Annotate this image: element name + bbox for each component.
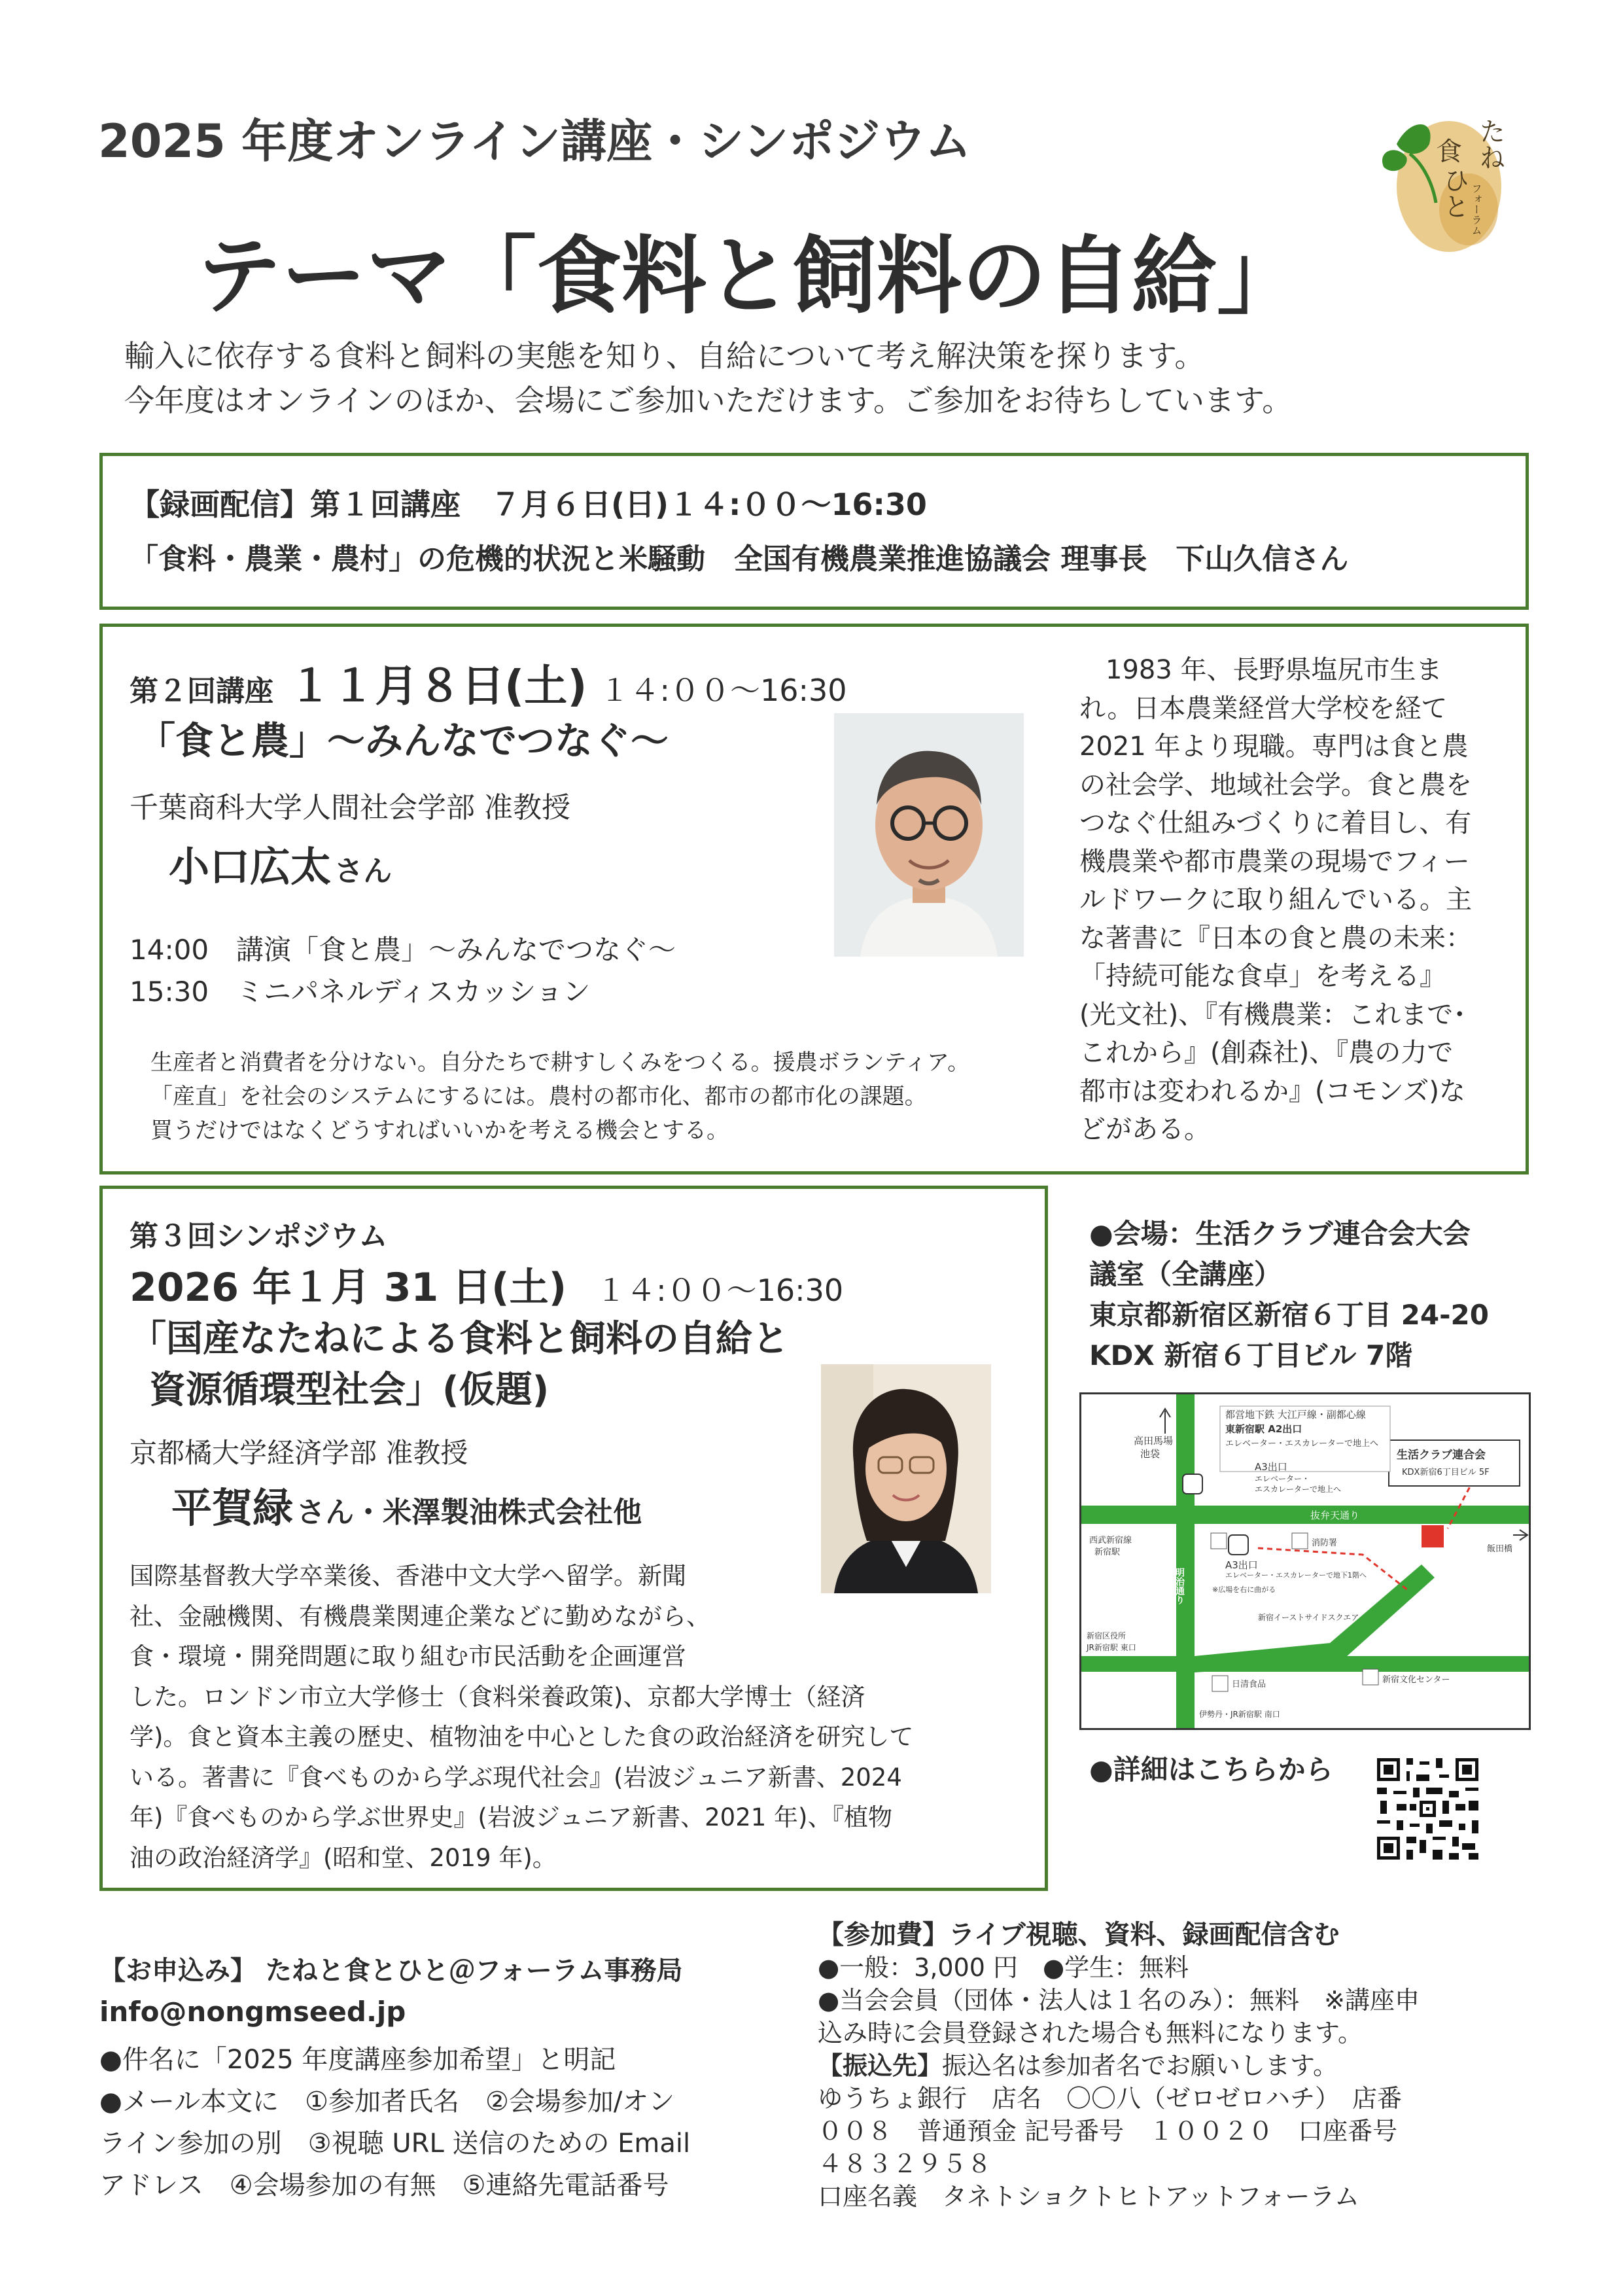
summary-line: 「産直」を社会のシステムにするには。農村の都市化、都市の都市化の課題。 <box>150 1084 927 1110</box>
map-label: 新宿駅 <box>1094 1547 1121 1557</box>
map-label: 都営地下鉄 大江戸線・副都心線 <box>1225 1409 1366 1421</box>
lecture3-bio <box>130 1556 913 1878</box>
bio-line: した。ロンドン市立大学修士（食料栄養政策)、京都大学博士（経済 <box>130 1682 865 1711</box>
event-subtitle: 2025 年度オンライン講座・シンポジウム <box>98 115 971 168</box>
application-instructions <box>99 2039 690 2206</box>
fees-details <box>818 1951 1420 2213</box>
lecture2-affiliation: 千葉商科大学人間社会学部 准教授 <box>130 791 570 824</box>
venue-heading: ●会場：生活クラブ連合会大会 <box>1089 1218 1471 1250</box>
venue-address: 東京都新宿区新宿６丁目 24-20 <box>1089 1299 1489 1331</box>
speaker-name: 小口広太 <box>169 843 332 891</box>
bio-line: 機農業や都市農業の現場でフィー <box>1079 846 1470 877</box>
bio-line: 2021 年より現職。専門は食と農 <box>1079 732 1469 762</box>
bio-line: 年)『食べものから学ぶ世界史』(岩波ジュニア新書、2021 年)、『植物 <box>130 1803 892 1831</box>
bio-line: (光文社)、『有機農業：これまで･ <box>1079 999 1467 1030</box>
instruction-line: ●メール本文に ①参加者氏名 ②会場参加/オン <box>99 2087 675 2117</box>
map-label: A3出口 <box>1225 1559 1258 1571</box>
transfer-line: 口座名義 タネトショクトヒトアットフォーラム <box>818 2182 1360 2211</box>
bio-line: の社会学、地域社会学。食と農を <box>1079 769 1472 800</box>
venue-info <box>1089 1214 1489 1376</box>
map-label: エレベーター・ <box>1255 1474 1310 1483</box>
bio-line: 都市は変われるか』(コモンズ)な <box>1079 1076 1466 1106</box>
bio-line: な著書に『日本の食と農の未来： <box>1079 923 1472 953</box>
lecture1-topic: 「食料・農業・農村」の危機的状況と米騒動 全国有機農業推進協議会 理事長 下山久信さん <box>130 542 1349 576</box>
lecture3-date: 2026 年１月 31 日(土) <box>130 1265 567 1311</box>
lecture3-title-2: 資源循環型社会」(仮題) <box>149 1369 550 1411</box>
lecture2-title: 「食と農」～みんなでつなぐ～ <box>137 718 669 763</box>
transfer-line: ４８３２９５８ <box>818 2149 992 2178</box>
bio-line: どがある。 <box>1079 1114 1210 1144</box>
lecture2-bio <box>1079 651 1472 1149</box>
map-label: 新宿区役所 <box>1087 1631 1126 1640</box>
map-label: エスカレーターで地上へ <box>1255 1485 1342 1494</box>
transfer-line: ００８ 普通預金 記号番号 １００２０ 口座番号 <box>818 2117 1398 2146</box>
logo-text-shoku: 食 <box>1436 137 1462 167</box>
map-label: KDX新宿6丁目ビル 5F <box>1402 1468 1490 1477</box>
lecture2-time: １４:００～16:30 <box>599 673 847 708</box>
venue-map <box>1079 1392 1531 1730</box>
schedule-item: 15:30 ミニパネルディスカッション <box>130 976 591 1008</box>
bio-line: 「持続可能な食卓」を考える』 <box>1079 961 1446 991</box>
lecture1-box <box>99 453 1529 610</box>
bio-line: これから』(創森社)、『農の力で <box>1079 1038 1454 1068</box>
bio-line: ルドワークに取り組んでいる。主 <box>1079 885 1472 915</box>
forum-logo <box>1370 105 1508 255</box>
lecture2-summary <box>150 1046 969 1148</box>
map-label: A3出口 <box>1255 1461 1287 1473</box>
map-label: 高田馬場 <box>1134 1435 1174 1447</box>
intro-line: 輸入に依存する食料と飼料の実態を知り、自給について考え解決策を探ります。 <box>124 338 1205 374</box>
schedule-item: 14:00 講演「食と農」～みんなでつなぐ～ <box>130 934 676 966</box>
map-label: JR新宿駅 東口 <box>1087 1643 1136 1652</box>
bio-line: 学)。食と資本主義の歴史、植物油を中心とした食の政治経済を研究して <box>130 1723 914 1751</box>
lecture3-affiliation: 京都橘大学経済学部 准教授 <box>130 1437 468 1469</box>
map-label: 抜弁天通り <box>1310 1510 1360 1521</box>
speaker-honorific: さん <box>334 855 393 888</box>
map-label: 池袋 <box>1140 1448 1161 1460</box>
fees-heading: 【参加費】ライブ視聴、資料、録画配信含む <box>818 1920 1340 1950</box>
map-label: 西武新宿線 <box>1089 1536 1132 1545</box>
qr-code[interactable] <box>1374 1755 1482 1863</box>
lecture3-label: 第３回シンポジウム <box>130 1220 388 1253</box>
speaker-honorific: さん・米澤製油株式会社他 <box>296 1496 642 1529</box>
intro-text <box>124 334 1292 423</box>
venue-address: KDX 新宿６丁目ビル 7階 <box>1089 1339 1413 1371</box>
fee-line: 込み時に会員登録された場合も無料になります。 <box>818 2019 1363 2047</box>
bio-line: 油の政治経済学』(昭和堂、2019 年)。 <box>130 1843 557 1872</box>
map-label: 明治通り <box>1174 1568 1185 1604</box>
page-title: テーマ「食料と飼料の自給」 <box>196 226 1302 326</box>
map-label: 飯田橋 <box>1487 1544 1513 1554</box>
transfer-note: 振込名は参加者名でお願いします。 <box>942 2051 1338 2080</box>
map-label: 消防署 <box>1312 1538 1338 1548</box>
fee-line: ●当会会員（団体・法人は１名のみ）：無料 ※講座申 <box>818 1986 1420 2015</box>
map-label: エレベーター・エスカレーターで地上へ <box>1225 1439 1379 1449</box>
transfer-heading-line <box>818 2049 1420 2082</box>
lecture2-date: １１月８日(土) <box>288 661 587 711</box>
lecture3-speaker <box>171 1475 642 1534</box>
speaker-name: 平賀緑 <box>171 1484 294 1532</box>
bio-line: いる。著書に『食べものから学ぶ現代社会』(岩波ジュニア新書、2024 <box>130 1763 902 1792</box>
map-label: ※広場を右に曲がる <box>1212 1585 1276 1594</box>
transfer-heading: 【振込先】 <box>818 2051 943 2080</box>
lecture2-schedule <box>130 929 676 1013</box>
application-heading: 【お申込み】 たねと食とひと＠フォーラム事務局 <box>99 1956 683 1986</box>
logo-text-tane: たね <box>1475 118 1505 170</box>
summary-line: 買うだけではなくどうすればいいかを考える機会とする。 <box>150 1118 729 1144</box>
lecture3-title: 「国産なたねによる食料と飼料の自給と <box>130 1318 789 1360</box>
map-label: 日清食品 <box>1232 1680 1266 1689</box>
logo-text-hito: ひと <box>1439 167 1469 219</box>
bio-line: 食・環境・開発問題に取り組む市民活動を企画運営 <box>130 1642 686 1670</box>
lecture2-header <box>130 651 847 713</box>
map-label: エレベーター・エスカレーターで地下1階へ <box>1225 1571 1367 1580</box>
map-label: 新宿イーストサイドスクエア <box>1258 1613 1359 1622</box>
bio-line: 社、金融機関、有機農業関連企業などに勤めながら、 <box>130 1602 710 1631</box>
bio-line: 国際基督教大学卒業後、香港中文大学へ留学。新聞 <box>130 1562 686 1590</box>
bio-line: 1983 年、長野県塩尻市生ま <box>1079 655 1442 685</box>
bio-line: れ。日本農業経営大学校を経て <box>1079 693 1448 724</box>
instruction-line: アドレス ④会場参加の有無 ⑤連絡先電話番号 <box>99 2170 669 2200</box>
summary-line: 生産者と消費者を分けない。自分たちで耕すしくみをつくる。援農ボランティア。 <box>150 1050 970 1076</box>
lecture1-heading: 【録画配信】第１回講座 ７月６日(日)１４:００～16:30 <box>130 487 927 522</box>
logo-text-forum: フォーラム <box>1470 183 1482 236</box>
speaker-photo-oguchi <box>834 713 1024 957</box>
map-label: 伊勢丹・JR新宿駅 南口 <box>1199 1710 1280 1719</box>
bio-line: つなぐ仕組みづくりに着目し、有 <box>1079 808 1472 838</box>
venue-heading: 議室（全講座） <box>1089 1258 1282 1290</box>
lecture3-date-line <box>130 1256 843 1313</box>
fee-line: ●一般：3,000 円 ●学生：無料 <box>818 1953 1189 1982</box>
instruction-line: ライン参加の別 ③視聴 URL 送信のための Email <box>99 2128 691 2159</box>
application-email[interactable]: info@nongmseed.jp <box>99 1996 406 2028</box>
lecture3-time: １４:００～16:30 <box>596 1273 844 1308</box>
lecture2-label: 第２回講座 <box>130 675 273 708</box>
map-label: 生活クラブ連合会 <box>1397 1449 1486 1462</box>
intro-line: 今年度はオンラインのほか、会場にご参加いただけます。ご参加をお待ちしています。 <box>124 383 1293 418</box>
instruction-line: ●件名に「2025 年度講座参加希望」と明記 <box>99 2045 616 2075</box>
map-label: 新宿文化センター <box>1382 1675 1450 1685</box>
transfer-line: ゆうちょ銀行 店名 〇〇八（ゼロゼロハチ） 店番 <box>818 2084 1403 2113</box>
lecture2-speaker <box>169 834 392 892</box>
details-link-label: ●詳細はこちらから <box>1089 1754 1333 1786</box>
map-label: 東新宿駅 A2出口 <box>1225 1423 1302 1435</box>
